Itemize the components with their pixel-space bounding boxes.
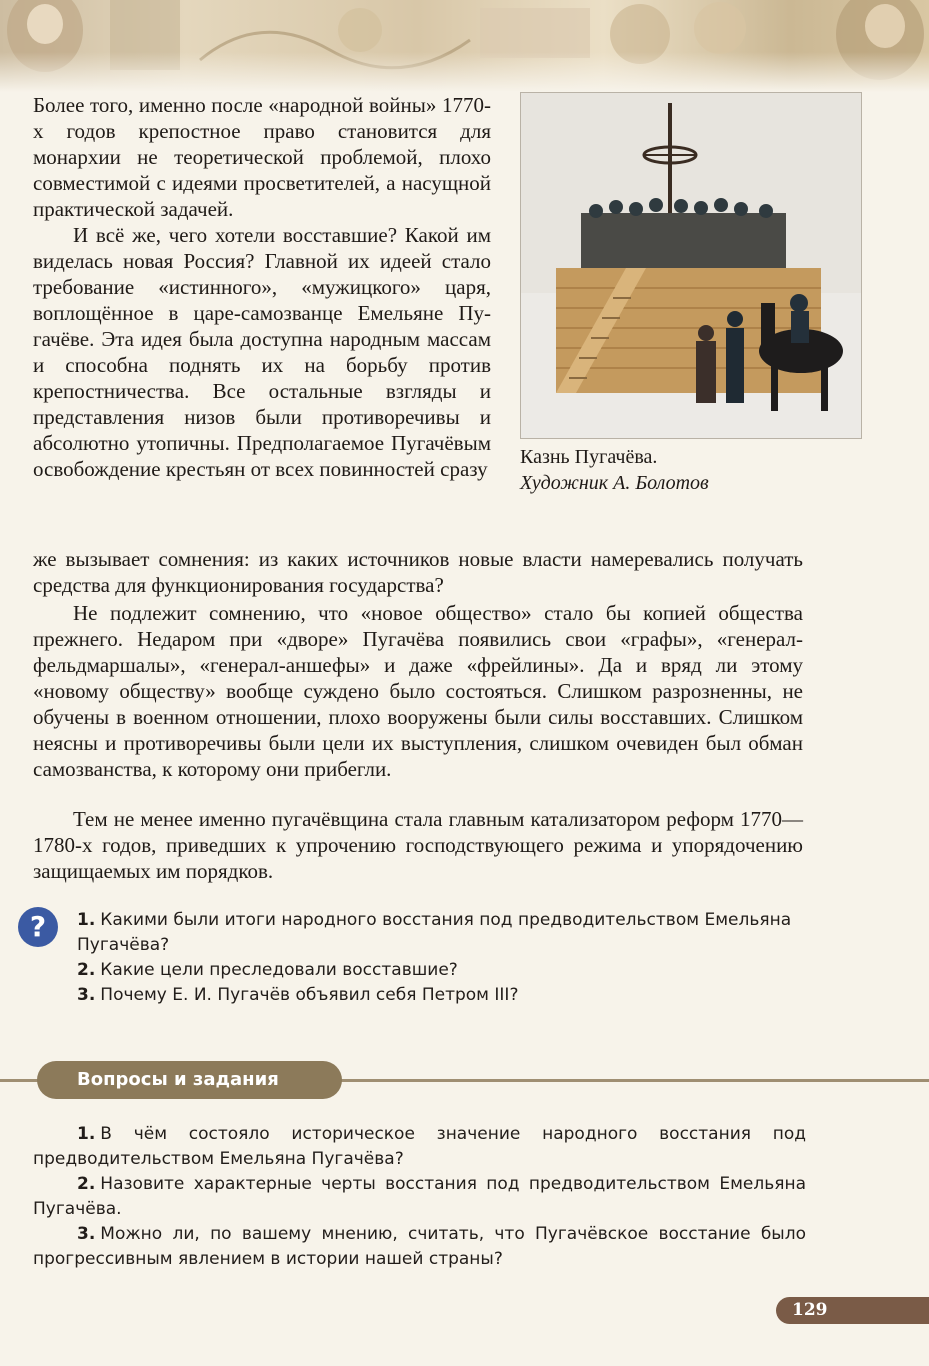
header-banner	[0, 0, 929, 92]
figure-caption: Казнь Пугачёва.	[520, 446, 658, 468]
paragraph-catalyst: Тем не менее именно пугачёвщина стала главным катализатором реформ 1770—1780-х годов, приведших к упрочению господствующего режима и упорядочению защищаемых им порядков.	[33, 807, 803, 883]
paragraph-serfdom: Более того, именно после «народной войны» 1770-х годов крепостное право становится для монархии не теоретической проблемой, плохо совместимой с идеями просветителей, а насущной практической задачей.	[33, 93, 491, 221]
tasks-list	[33, 1122, 806, 1272]
section-title-tasks: Вопросы и задания	[37, 1061, 342, 1099]
review-question-2: 2. Какие цели преследовали восставшие?	[77, 960, 458, 980]
paragraph-new-society: Не подлежит сомнению, что «новое общество» стало бы копией общества прежнего. Недаром при «дворе» Пугачёва появились свои «графы», «генерал-фельдмаршалы», «генерал-аншефы» и даже «фрейлины». Да и вряд ли этому «новому обществу» вообще суждено было состояться. Слишком разрозненны, не обучены в военном отношении, плохо вооружены были силы восставших. Слишком неясны и противоречивы были цели их выступления, слишком очевиден был обман самозванства, к которому они прибегли.	[33, 601, 803, 781]
task-item-1: 1. В чём состояло историческое значение народного восстания под предводительством Емельяна Пугачёва?	[33, 1124, 806, 1169]
question-mark-icon: ?	[18, 907, 58, 947]
figure-artist: Художник А. Болотов	[520, 472, 709, 494]
paragraph-continuation: же вызывает сомнения: из каких источников новые власти намеревались получать средства для функционирования государства?	[33, 547, 803, 597]
paragraph-rebels-goals: И всё же, чего хотели восставшие? Какой им виделась новая Россия? Главной их идеей стало требование «истинного», «мужицкого» царя, воплощённое в царе-самозванце Емельяне Пугачёве. Эта идея была доступна народным массам и способна поднять их на борьбу против крепостничества. Все остальные взгляды и представления низов были противоречивы и абсолютно утопичны. Предполагаемое Пугачёвым освобождение крестьян от всех повинностей сразу	[33, 223, 491, 481]
review-question-3: 3. Почему Е. И. Пугачёв объявил себя Петром III?	[77, 985, 519, 1005]
task-item-3: 3. Можно ли, по вашему мнению, считать, что Пугачёвское восстание было прогрессивным явлением в истории нашей страны?	[33, 1224, 806, 1269]
wrapped-text-column	[33, 92, 491, 482]
review-questions	[77, 908, 807, 1008]
page-number: 129	[776, 1297, 929, 1324]
task-item-2: 2. Назовите характерные черты восстания под предводительством Емельяна Пугачёва.	[33, 1174, 806, 1219]
execution-scene-illustration	[521, 93, 861, 438]
execution-painting	[520, 92, 862, 439]
review-question-1: 1. Какими были итоги народного восстания под предводительством Емельяна Пугачёва?	[77, 910, 792, 955]
